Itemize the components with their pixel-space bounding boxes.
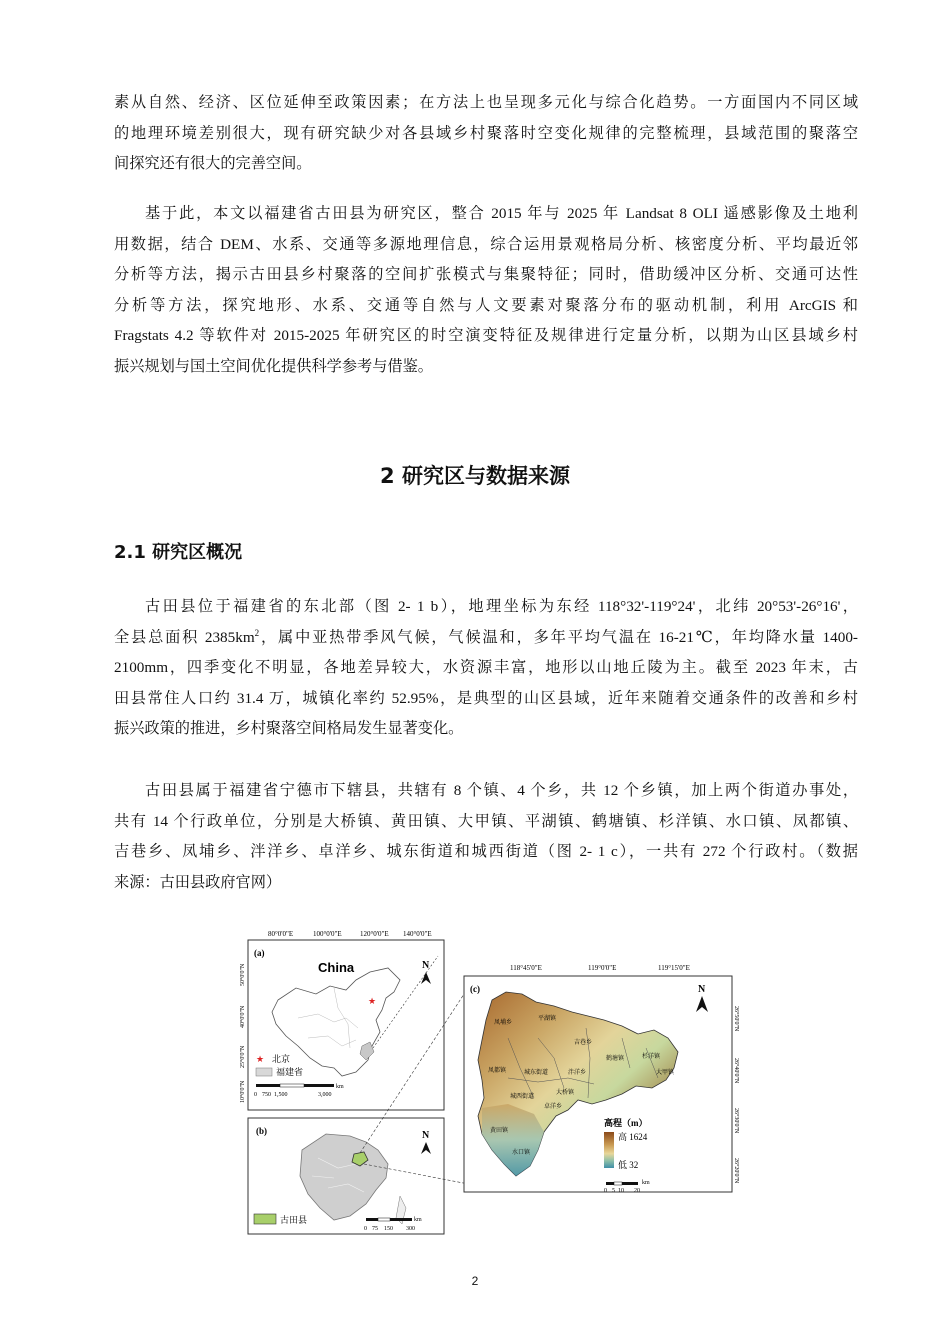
- text-line: 间探究还有很大的完善空间。: [114, 155, 312, 173]
- town-label: 卓洋乡: [544, 1104, 563, 1110]
- legend-swatch: [254, 1214, 276, 1224]
- scale-label: 0: [604, 1188, 607, 1194]
- text-line: 2100mm，四季变化不明显，各地差异较大，水资源丰富，地形以山地丘陵为主。截至 2023 年末，古: [114, 659, 858, 677]
- lat-tick-label: 26°40'0"N: [733, 1058, 739, 1084]
- north-label: N: [422, 1130, 430, 1141]
- paragraph-2: [114, 199, 858, 383]
- town-label: 平湖镇: [538, 1016, 557, 1022]
- town-label: 大甲镇: [656, 1070, 675, 1076]
- town-label: 水口镇: [512, 1150, 531, 1156]
- lat-tick-label: 10°0'0"N: [240, 1080, 246, 1103]
- legend-swatch: [256, 1068, 272, 1076]
- text-line: [114, 623, 858, 654]
- panel-label: (a): [254, 948, 265, 958]
- page-number: 2: [471, 1274, 479, 1288]
- lat-tick-label: 25°0'0"N: [240, 1045, 246, 1068]
- lon-tick-label: 119°0'0"E: [588, 964, 617, 972]
- superscript: 2: [254, 627, 260, 638]
- paragraph-4: [114, 776, 858, 898]
- text-line: 古田县位于福建省的东北部（图 2- 1 b），地理坐标为东经 118°32'-119°24'，北纬 20°53'-26°16'，: [145, 598, 858, 615]
- text-line: 来源：古田县政府官网）: [114, 873, 282, 891]
- panel-b-fujian-map: [248, 1118, 444, 1234]
- town-label: 凤埔乡: [494, 1020, 513, 1026]
- text-line: 吉巷乡、凤埔乡、泮洋乡、卓洋乡、城东街道和城西街道（图 2- 1 c），一共有 272 个行政村。（数据: [114, 843, 858, 861]
- text-line: 的地理环境差别很大，现有研究缺少对各县域乡村聚落时空变化规律的完整梳理，县域范围的聚落空: [114, 124, 858, 142]
- scale-label: 300: [406, 1226, 415, 1232]
- panel-label: (b): [256, 1126, 267, 1136]
- text-line: 分析等方法，揭示古田县乡村聚落的空间扩张模式与集聚特征；同时，借助缓冲区分析、交通可达性: [114, 266, 858, 284]
- panel-c-gutian-elevation-map: [464, 964, 740, 1194]
- scale-label: 5: [612, 1188, 615, 1194]
- text-line: 振兴规划与国土空间优化提供科学参考与借鉴。: [114, 357, 433, 375]
- legend-capital: 北京: [272, 1054, 291, 1064]
- lat-tick-label: 26°20'0"N: [733, 1158, 739, 1184]
- lon-tick-label: 140°0'0"E: [403, 930, 432, 938]
- paragraph-1: [114, 88, 858, 180]
- north-label: N: [422, 960, 430, 971]
- text-line: 共有 14 个行政单位，分别是大桥镇、黄田镇、大甲镇、平湖镇、鹤塘镇、杉洋镇、水口镇、凤都镇、: [114, 812, 858, 830]
- elevation-legend-bar: [604, 1132, 614, 1168]
- text-segment: ，属中亚热带季风气候，气候温和，多年平均气温在 16-21℃，年均降水量 1400-: [259, 628, 858, 646]
- scale-label: 10: [618, 1188, 624, 1194]
- text-line: 基于此，本文以福建省古田县为研究区，整合 2015 年与 2025 年 Landsat 8 OLI 遥感影像及土地利: [145, 205, 858, 222]
- lat-tick-label: 26°30'0"N: [733, 1108, 739, 1134]
- town-label: 黄田镇: [490, 1128, 509, 1134]
- panel-label: (c): [470, 984, 480, 994]
- legend-title: 高程（m）: [604, 1118, 648, 1128]
- town-label: 城西街道: [510, 1094, 535, 1100]
- town-label: 凤都镇: [488, 1068, 507, 1074]
- chapter-heading: 2 研究区与数据来源: [380, 464, 570, 488]
- scale-label: 1,500: [274, 1092, 288, 1098]
- star-icon: ★: [256, 1054, 265, 1064]
- scale-unit: km: [414, 1217, 422, 1223]
- legend-county: 古田县: [280, 1215, 308, 1225]
- legend-high: 高 1624: [618, 1132, 648, 1142]
- scale-label: 750: [262, 1092, 271, 1098]
- town-label: 杉洋镇: [642, 1054, 661, 1060]
- town-label: 城东街道: [524, 1070, 549, 1076]
- scale-label: 20: [634, 1188, 640, 1194]
- lon-tick-label: 80°0'0"E: [268, 930, 294, 938]
- lat-tick-label: 40°0'0"N: [240, 1005, 246, 1028]
- lon-tick-label: 120°0'0"E: [360, 930, 389, 938]
- text-line: 素从自然、经济、区位延伸至政策因素；在方法上也呈现多元化与综合化趋势。一方面国内不同区域: [114, 94, 858, 111]
- text-segment: 全县总面积 2385km: [114, 628, 255, 646]
- town-label: 大桥镇: [556, 1090, 575, 1096]
- lat-tick-label: 50°0'0"N: [240, 963, 246, 986]
- text-line: 田县常住人口约 31.4 万，城镇化率约 52.95%，是典型的山区县域，近年来随着交通条件的改善和乡村: [114, 689, 858, 707]
- scale-label: 150: [384, 1226, 393, 1232]
- scale-label: 0: [364, 1226, 367, 1232]
- text-line: 用数据，结合 DEM、水系、交通等多源地理信息，综合运用景观格局分析、核密度分析、平均最近邻: [114, 235, 858, 253]
- text-line: 古田县属于福建省宁德市下辖县，共辖有 8 个镇、4 个乡，共 12 个乡镇，加上两个街道办事处，: [145, 782, 858, 799]
- town-label: 泮洋乡: [568, 1070, 587, 1076]
- town-label: 吉巷乡: [574, 1040, 593, 1046]
- scale-unit: km: [336, 1084, 344, 1090]
- country-label: China: [318, 960, 355, 975]
- scale-unit: km: [642, 1180, 650, 1186]
- lon-tick-label: 100°0'0"E: [313, 930, 342, 938]
- text-line: Fragstats 4.2 等软件对 2015-2025 年研究区的时空演变特征及规律进行定量分析，以期为山区县域乡村: [114, 327, 858, 345]
- lon-tick-label: 118°45'0"E: [510, 964, 542, 972]
- lon-tick-label: 119°15'0"E: [658, 964, 690, 972]
- legend-low: 低 32: [618, 1160, 639, 1170]
- legend-province: 福建省: [276, 1067, 304, 1077]
- paragraph-3: [114, 592, 858, 745]
- capital-star-icon: ★: [368, 996, 377, 1006]
- panel-a-china-map: [239, 930, 444, 1110]
- town-label: 鹤塘镇: [606, 1056, 625, 1062]
- study-area-figure: [238, 928, 738, 1240]
- section-heading: 2.1 研究区概况: [114, 542, 243, 563]
- lat-tick-label: 26°50'0"N: [733, 1006, 739, 1032]
- scale-label: 0: [254, 1092, 257, 1098]
- text-line: 振兴政策的推进，乡村聚落空间格局发生显著变化。: [114, 720, 464, 738]
- scale-label: 3,000: [318, 1092, 332, 1098]
- north-label: N: [698, 984, 706, 995]
- scale-label: 75: [372, 1226, 378, 1232]
- text-line: 分析等方法，探究地形、水系、交通等自然与人文要素对聚落分布的驱动机制，利用 ArcGIS 和: [114, 296, 858, 314]
